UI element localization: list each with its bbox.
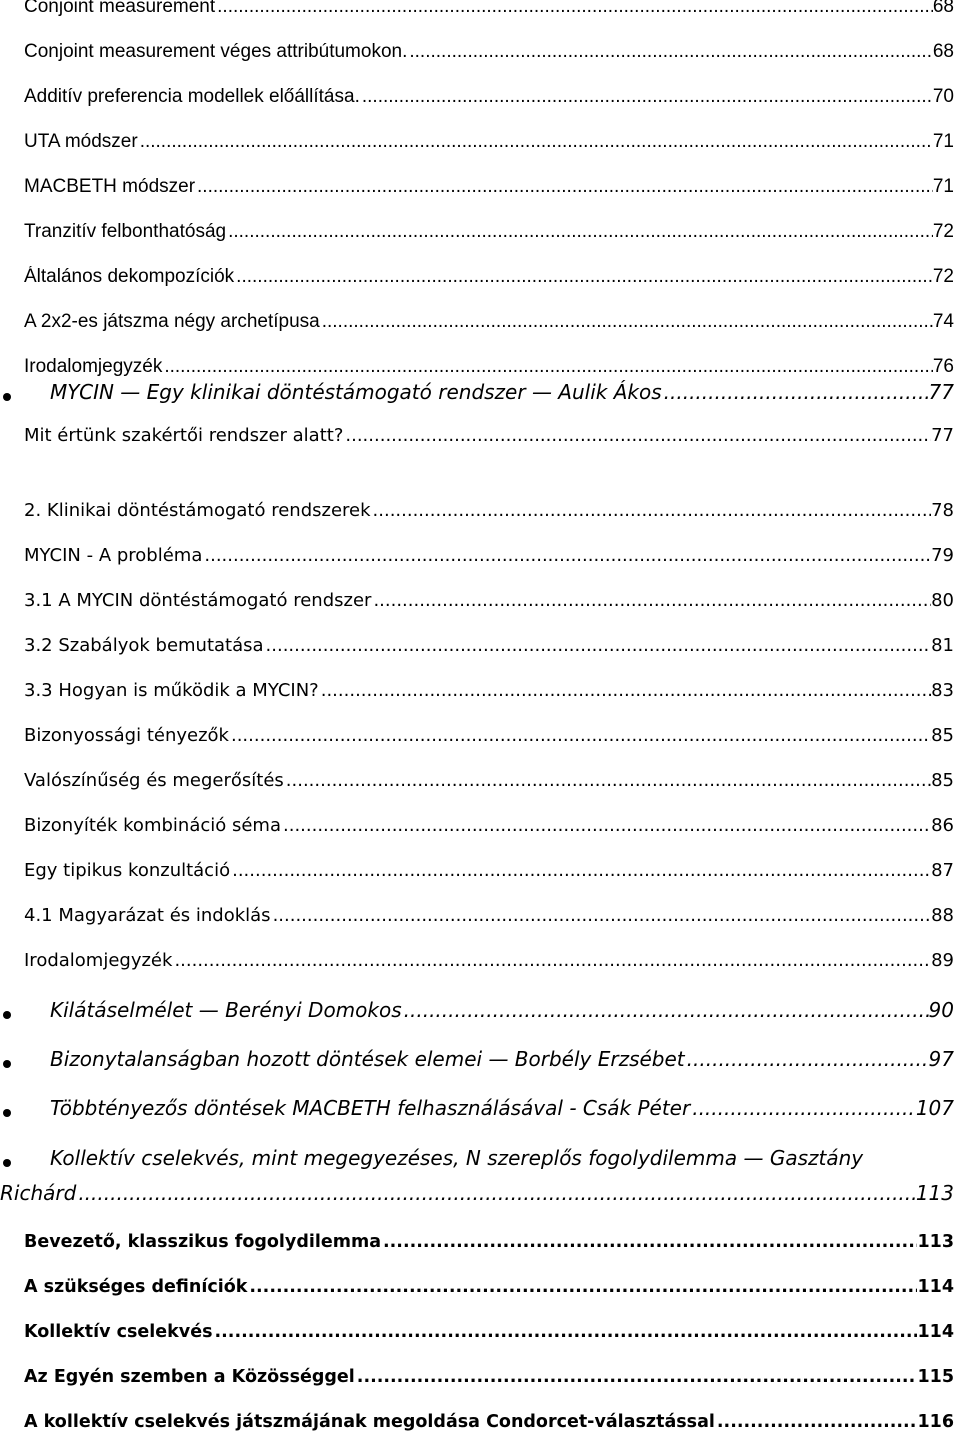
toc-chapter-entry[interactable]	[50, 998, 954, 1022]
toc-leader	[283, 815, 931, 836]
toc-entry[interactable]	[24, 41, 954, 63]
toc-page-number: 74	[932, 311, 954, 332]
toc-entry[interactable]	[24, 815, 954, 836]
toc-entry-title: A 2x2-es játszma négy archetípusa	[24, 311, 320, 332]
toc-leader	[236, 266, 933, 288]
toc-entry-title: Egy tipikus konzultáció	[24, 860, 231, 881]
toc-entry-title: 4.1 Magyarázat és indoklás	[24, 905, 271, 926]
toc-leader	[692, 1096, 916, 1120]
toc-entry[interactable]	[24, 176, 954, 198]
toc-leader	[232, 860, 931, 881]
toc-page-number: 81	[931, 635, 954, 656]
toc-page-number: 71	[932, 176, 954, 197]
toc-leader	[404, 998, 929, 1022]
toc-page-number: 90	[928, 998, 954, 1022]
toc-entry-title: Richárd	[0, 1181, 77, 1205]
toc-leader	[357, 1367, 918, 1387]
toc-chapter-entry-continuation[interactable]	[0, 1181, 954, 1205]
toc-entry[interactable]	[24, 356, 954, 378]
toc-entry[interactable]	[24, 0, 954, 18]
toc-entry[interactable]	[24, 725, 954, 746]
toc-leader	[204, 545, 931, 566]
toc-entry-title: Kilátáselmélet — Berényi Domokos	[50, 998, 402, 1022]
toc-page-number: 72	[932, 266, 954, 287]
toc-entry-title: MYCIN — Egy klinikai döntéstámogató rendszer — Aulik Ákos	[50, 380, 662, 404]
toc-leader	[273, 905, 932, 926]
toc-chapter-entry[interactable]	[50, 1146, 954, 1170]
toc-chapter-entry[interactable]	[50, 1047, 954, 1071]
toc-page-number: 68	[932, 41, 954, 62]
toc-leader	[174, 950, 931, 971]
toc-page-number: 88	[931, 905, 954, 926]
toc-page-number: 83	[931, 680, 954, 701]
toc-entry-title: Kollektív cselekvés	[24, 1322, 213, 1342]
toc-entry[interactable]	[24, 1277, 954, 1297]
toc-entry-title: 3.2 Szabályok bemutatása	[24, 635, 264, 656]
toc-leader	[321, 680, 931, 701]
toc-entry[interactable]	[24, 500, 954, 521]
toc-page-number: 89	[931, 950, 954, 971]
toc-entry-title: Bevezető, klasszikus fogolydilemma	[24, 1232, 381, 1252]
toc-entry[interactable]	[24, 1322, 954, 1342]
bullet-icon	[3, 1060, 11, 1068]
toc-entry[interactable]	[24, 425, 954, 446]
toc-page-number: 72	[932, 221, 954, 242]
toc-entry[interactable]	[24, 131, 954, 153]
toc-leader	[373, 500, 932, 521]
toc-leader	[664, 380, 929, 404]
toc-entry[interactable]	[24, 221, 954, 243]
toc-entry[interactable]	[24, 1232, 954, 1252]
toc-entry-title: Conjoint measurement	[24, 0, 216, 17]
toc-leader	[228, 221, 933, 243]
toc-leader	[409, 41, 932, 63]
toc-entry[interactable]	[24, 680, 954, 701]
toc-entry[interactable]	[24, 905, 954, 926]
toc-entry-title: 3.3 Hogyan is működik a MYCIN?	[24, 680, 319, 701]
bullet-icon	[3, 1109, 11, 1117]
toc-page-number: 107	[915, 1096, 954, 1120]
toc-page-number: 78	[931, 500, 954, 521]
toc-entry-title: Valószínűség és megerősítés	[24, 770, 284, 791]
toc-entry-title: Általános dekompozíciók	[24, 266, 235, 287]
toc-chapter-entry[interactable]	[50, 380, 954, 404]
toc-page-number: 79	[931, 545, 954, 566]
toc-entry-title: Additív preferencia modellek előállítása.	[24, 86, 360, 107]
toc-leader	[373, 590, 931, 611]
toc-entry-title: Bizonyíték kombináció séma	[24, 815, 281, 836]
toc-entry[interactable]	[24, 545, 954, 566]
toc-leader	[231, 725, 931, 746]
toc-entry-title: Kollektív cselekvés, mint megegyezéses, N szereplős fogolydilemma — Gasztány	[50, 1146, 864, 1170]
bullet-icon	[3, 1159, 11, 1167]
toc-entry-title: Bizonytalanságban hozott döntések elemei — Borbély Erzsébet	[50, 1047, 685, 1071]
toc-leader	[362, 86, 933, 108]
toc-page-number: 85	[931, 725, 954, 746]
toc-page-number: 77	[931, 425, 954, 446]
toc-entry-title: Tranzitív felbonthatóság	[24, 221, 227, 242]
toc-leader	[717, 1412, 918, 1432]
toc-page-number: 77	[928, 380, 954, 404]
toc-page-number: 115	[917, 1367, 954, 1387]
toc-entry-title: Az Egyén szemben a Közösséggel	[24, 1367, 355, 1387]
toc-entry-title: Irodalomjegyzék	[24, 950, 173, 971]
toc-leader	[140, 131, 933, 153]
toc-entry[interactable]	[24, 1367, 954, 1387]
toc-leader	[286, 770, 931, 791]
toc-entry[interactable]	[24, 86, 954, 108]
toc-leader	[78, 1181, 916, 1205]
toc-entry[interactable]	[24, 950, 954, 971]
toc-page-number: 113	[915, 1181, 954, 1205]
toc-entry[interactable]	[24, 860, 954, 881]
toc-page-number: 97	[928, 1047, 954, 1071]
toc-entry-title: Irodalomjegyzék	[24, 356, 163, 377]
toc-entry-title: MACBETH módszer	[24, 176, 196, 197]
toc-page-number: 68	[932, 0, 954, 17]
toc-page-number: 71	[932, 131, 954, 152]
toc-entry-title: Többtényezős döntések MACBETH felhasználásával - Csák Péter	[50, 1096, 691, 1120]
toc-entry-title: 2. Klinikai döntéstámogató rendszerek	[24, 500, 371, 521]
toc-entry[interactable]	[24, 635, 954, 656]
toc-leader	[345, 425, 931, 446]
toc-leader	[164, 356, 933, 378]
toc-page-number: 85	[931, 770, 954, 791]
toc-entry[interactable]	[24, 770, 954, 791]
toc-chapter-entry[interactable]	[50, 1096, 954, 1120]
toc-leader	[266, 635, 932, 656]
toc-entry[interactable]	[24, 266, 954, 288]
toc-leader	[687, 1047, 929, 1071]
toc-page-number: 114	[917, 1322, 954, 1342]
toc-page-number: 87	[931, 860, 954, 881]
bullet-icon	[3, 1011, 11, 1019]
toc-entry[interactable]	[24, 1412, 954, 1432]
toc-page-number: 86	[931, 815, 954, 836]
toc-entry-title: Conjoint measurement véges attribútumokon.	[24, 41, 408, 62]
toc-entry-title: Mit értünk szakértői rendszer alatt?	[24, 425, 344, 446]
toc-entry-title: Bizonyossági tényezők	[24, 725, 229, 746]
toc-entry[interactable]	[24, 311, 954, 333]
toc-entry-title: A kollektív cselekvés játszmájának megoldása Condorcet-választással	[24, 1412, 715, 1432]
toc-page-number: 76	[932, 356, 954, 377]
toc-page-number: 113	[917, 1232, 954, 1252]
toc-leader	[217, 0, 933, 18]
toc-leader	[322, 311, 933, 333]
toc-leader	[197, 176, 933, 198]
toc-page-number: 80	[931, 590, 954, 611]
toc-leader	[249, 1277, 917, 1297]
toc-entry[interactable]	[24, 590, 954, 611]
bullet-icon	[3, 393, 11, 401]
toc-page-number: 114	[917, 1277, 954, 1297]
toc-entry-title: A szükséges definíciók	[24, 1277, 248, 1297]
toc-page-number: 70	[932, 86, 954, 107]
toc-leader	[215, 1322, 918, 1342]
toc-entry-title: 3.1 A MYCIN döntéstámogató rendszer	[24, 590, 372, 611]
toc-entry-title: MYCIN - A probléma	[24, 545, 203, 566]
toc-page-number: 116	[917, 1412, 954, 1432]
toc-leader	[383, 1232, 917, 1252]
toc-entry-title: UTA módszer	[24, 131, 138, 152]
